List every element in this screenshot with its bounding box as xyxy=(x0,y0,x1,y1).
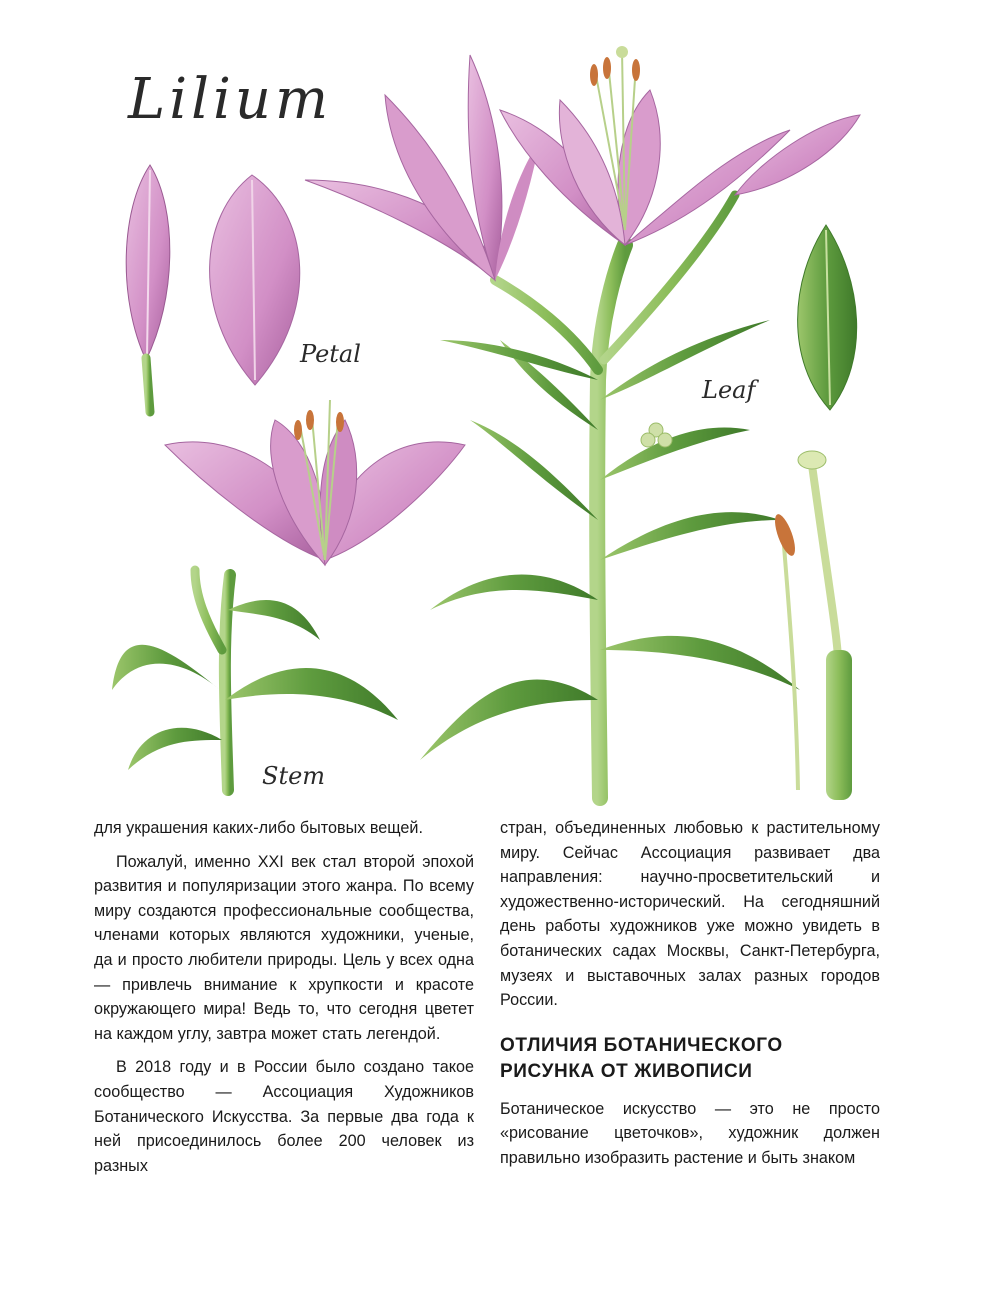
label-stem: Stem xyxy=(262,762,326,790)
lily-stamen-detail xyxy=(771,512,799,790)
paragraph: для украшения каких-либо бытовых вещей. xyxy=(94,819,423,837)
lily-pistil-detail xyxy=(798,451,852,800)
illustration-title: Lilium xyxy=(128,67,333,132)
paragraph: В 2018 году и в России было создано такое сообщество — Ассоциация Художников Ботанического Искусства. За первые два года к ней присоединилось более 200 человек из разных xyxy=(94,1058,474,1175)
lily-bud xyxy=(126,165,170,412)
lily-petal xyxy=(210,175,300,385)
lily-stem-cutting xyxy=(112,570,398,790)
section-heading: ОТЛИЧИЯ БОТАНИЧЕСКОГО РИСУНКА ОТ ЖИВОПИСИ xyxy=(500,1034,783,1082)
text-column-right xyxy=(500,816,880,1171)
lily-main-plant xyxy=(305,46,860,798)
text-column-left xyxy=(94,816,474,1178)
paragraph: Ботаническое искусство — это не просто «рисование цветочков», художник должен правильно изобразить растение и быть знаком xyxy=(500,1099,880,1167)
lily-leaf xyxy=(798,225,857,410)
lily-stigma-detail xyxy=(641,423,672,447)
label-leaf: Leaf xyxy=(702,376,756,404)
lily-flower-side xyxy=(165,400,465,630)
label-petal: Petal xyxy=(300,340,361,368)
paragraph: стран, объединенных любовью к растительному миру. Сейчас Ассоциация развивает два направления: научно-просветительский и художественно-исторический. На сегодняшний день работы художников уже можно увидеть в ботанических садах Москвы, Санкт-Петербурга, музеях и выставочных залах разных городов России. xyxy=(500,819,880,1010)
paragraph: Пожалуй, именно XXI век стал второй эпохой развития и популяризации этого жанра. По всему миру создаются профессиональные сообщества, членами которых являются художники, ученые, да и просто любители природы. Цель у всех одна — привлечь внимание к хрупкости и красоте окружающего мира! Ведь то, что сегодня цветет на каждом углу, завтра может стать легендой. xyxy=(94,852,474,1043)
